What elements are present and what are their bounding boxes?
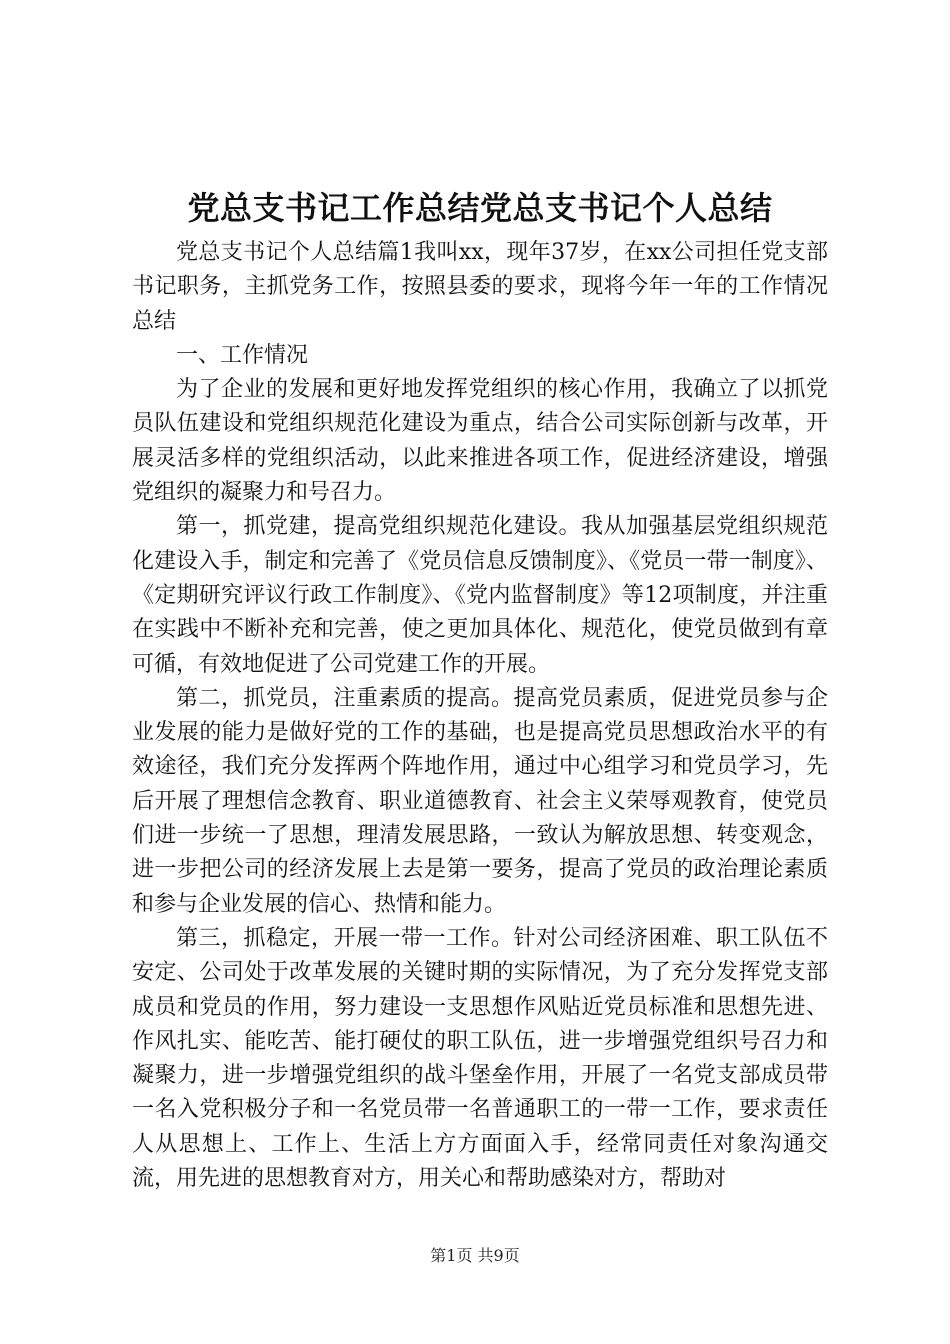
paragraph-first: 第一，抓党建，提高党组织规范化建设。我从加强基层党组织规范化建设入手，制定和完善了《党员信息反馈制度》、《党员一带一制度》、《定期研究评议行政工作制度》、《党内监督制度》等12项制度，并注重在实践中不断补充和完善，使之更加具体化、规范化，使党员做到有章可循，有效地促进了公司党建工作的开展。 bbox=[132, 514, 828, 677]
paragraph-overview: 为了企业的发展和更好地发挥党组织的核心作用，我确立了以抓党员队伍建设和党组织规范化建设为重点，结合公司实际创新与改革，开展灵活多样的党组织活动，以此来推进各项工作，促进经济建设，增强党组织的凝聚力和号召力。 bbox=[132, 377, 828, 506]
page-footer: 第1页 共9页 bbox=[430, 1246, 520, 1265]
document-title: 党总支书记工作总结党总支书记个人总结 bbox=[187, 189, 773, 227]
paragraph-third: 第三，抓稳定，开展一带一工作。针对公司经济困难、职工队伍不安定、公司处于改革发展的关键时期的实际情况，为了充分发挥党支部成员和党员的作用，努力建设一支思想作风贴近党员标准和思想先进、作风扎实、能吃苦、能打硬仗的职工队伍，进一步增强党组织号召力和凝聚力，进一步增强党组织的战斗堡垒作用，开展了一名党支部成员带一名入党积极分子和一名党员带一名普通职工的一带一工作，要求责任人从思想上、工作上、生活上方方面面入手，经常同责任对象沟通交流，用先进的思想教育对方，用关心和帮助感染对方，帮助对 bbox=[132, 925, 828, 1192]
document-body bbox=[132, 236, 828, 1196]
section-heading: 一、工作情况 bbox=[176, 342, 309, 368]
paragraph-second: 第二，抓党员，注重素质的提高。提高党员素质，促进党员参与企业发展的能力是做好党的工作的基础，也是提高党员思想政治水平的有效途径，我们充分发挥两个阵地作用，通过中心组学习和党员学习，先后开展了理想信念教育、职业道德教育、社会主义荣辱观教育，使党员们进一步统一了思想，理清发展思路，一致认为解放思想、转变观念，进一步把公司的经济发展上去是第一要务，提高了党员的政治理论素质和参与企业发展的信心、热情和能力。 bbox=[132, 685, 828, 917]
paragraph-intro: 党总支书记个人总结篇1我叫xx，现年37岁，在xx公司担任党支部书记职务，主抓党务工作，按照县委的要求，现将今年一年的工作情况总结 bbox=[132, 240, 828, 334]
